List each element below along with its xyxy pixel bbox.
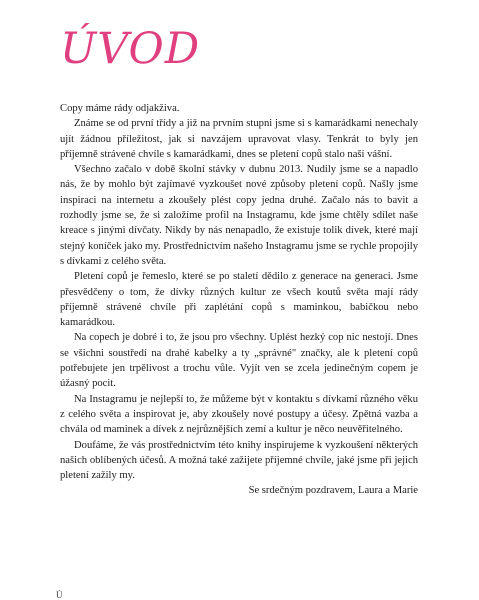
chapter-body [60,101,418,499]
chapter-heading: ÚVOD [60,24,201,74]
paragraph-instagram: Na Instagramu je nejlepší to, že můžeme být v kontaktu s dívkami různého věku z celého světa a inspirovat je, aby zkoušely nové postupy a účesy. Zpětná vazba a chvála od maminek a dívek z nejrůznějších zemí a kultur je něco neuvěřitelného. [60,393,418,436]
paragraph-friends: Známe se od první třídy a již na prvním stupni jsme si s kamarádkami nenechaly ujít žádnou příležitost, jak si navzájem upravovat vlasy. Tenkrát to byly jen příjemně strávené chvíle s kamarádkami, dnes se pletení copů stalo naší vášní. [60,118,418,160]
paragraph-intro: Copy máme rády odjakživa. [60,103,180,114]
signature: Se srdečným pozdravem, Laura a Marie [248,485,418,497]
paragraph-craft: Pletení copů je řemeslo, které se po staletí dědilo z generace na generaci. Jsme přesvědčeny o tom, že dívky různých kultur ze všech koutů světa mají rády příjemně strávené chvíle při zaplétání copů s maminkou, babičkou nebo kamarádkou. [60,271,418,329]
paragraph-beginning: Všechno začalo v době školní stávky v dubnu 2013. Nudily jsme se a napadlo nás, že by mohlo být zajímavé vyzkoušet nové způsoby pletení copů. Našly jsme inspiraci na internetu a zkoušely plést copy jedna druhé. Začalo nás to bavit a rozhodly jsme se, že si založíme profil na Instagramu, kde jsme chtěly sdílet naše kreace s jinými dívčaty. Nikdy by nás nenapadlo, že existuje tolik dívek, které mají stejný koníček jako my. Prostřednictvím našeho Instagramu jsme se rychle propojily s dívkami z celého světa. [60,164,418,267]
paragraph-for-everyone: Na copech je dobré i to, že jsou pro všechny. Uplést hezký cop nic nestojí. Dnes se všichni soustředí na drahé kabelky a ty „správné" značky, ale k pletení copů potřebujete jen trpělivost a trochu vůle. Vyjít ven se zcela jedinečným copem je úžasný pocit. [60,332,418,390]
paragraph-hope: Doufáme, že vás prostřednictvím této knihy inspirujeme k vyzkoušení některých našich oblíbených účesů. A možná také zažijete příjemné chvíle, jaké jsme při jejich pletení zažily my. [60,439,418,482]
running-footer-mark: Ú [56,590,62,600]
